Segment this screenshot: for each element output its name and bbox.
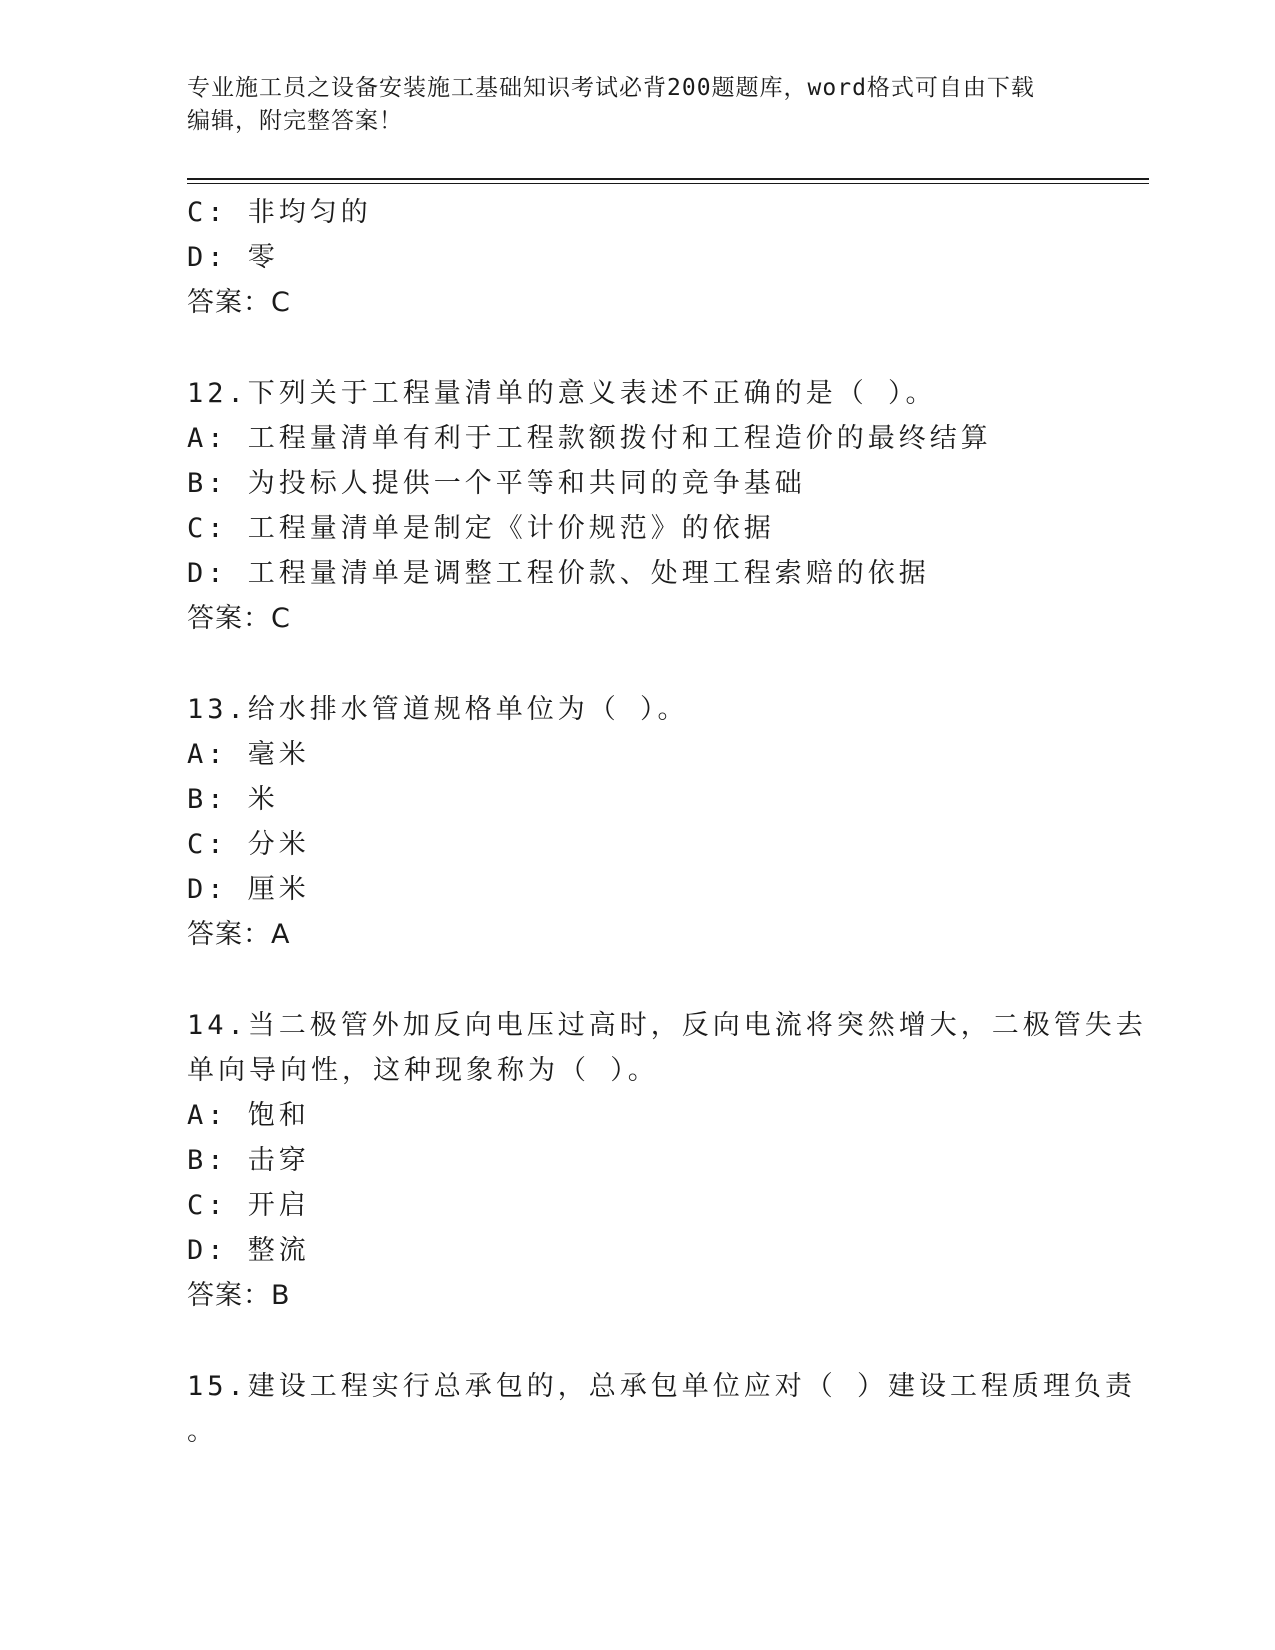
option-d: D: 工程量清单是调整工程价款、处理工程索赔的依据	[187, 558, 930, 589]
option-c: C: 工程量清单是制定《计价规范》的依据	[187, 513, 775, 544]
option-d: D: 零	[187, 242, 279, 273]
question-list	[187, 190, 1147, 1454]
question-text: 13.给水排水管道规格单位为（ ）。	[187, 694, 689, 725]
question-14	[187, 1003, 1147, 1318]
option-d: D: 厘米	[187, 874, 310, 905]
spacer	[187, 1318, 1087, 1364]
spacer	[187, 957, 1087, 1003]
answer: 答案：C	[187, 603, 291, 634]
header-divider-thick	[187, 178, 1149, 180]
option-b: B: 为投标人提供一个平等和共同的竞争基础	[187, 468, 806, 499]
option-c: C: 分米	[187, 829, 310, 860]
question-15	[187, 1364, 1137, 1454]
question-text-line-1: 14.当二极管外加反向电压过高时，反向电流将突然增大，二极管失去	[187, 1010, 1147, 1041]
option-a: A: 工程量清单有利于工程款额拨付和工程造价的最终结算	[187, 423, 992, 454]
header-title-line-1: 专业施工员之设备安装施工基础知识考试必背200题题库，word格式可自由下载	[187, 75, 1035, 101]
option-d: D: 整流	[187, 1235, 310, 1266]
question-12	[187, 371, 1087, 641]
option-c: C: 开启	[187, 1190, 310, 1221]
header-title-line-2: 编辑，附完整答案！	[187, 108, 403, 134]
question-text-line-2: 单向导向性，这种现象称为（ ）。	[187, 1055, 659, 1086]
question-13	[187, 687, 1087, 957]
question-text: 12.下列关于工程量清单的意义表述不正确的是（ ）。	[187, 378, 937, 409]
option-a: A: 毫米	[187, 739, 310, 770]
answer: 答案：B	[187, 1280, 291, 1311]
answer: 答案：C	[187, 287, 291, 318]
question-text-line-1: 15.建设工程实行总承包的，总承包单位应对（ ）建设工程质理负责	[187, 1371, 1137, 1402]
header-divider-thin	[187, 183, 1149, 184]
option-b: B: 击穿	[187, 1145, 310, 1176]
document-header	[187, 72, 1087, 138]
answer: 答案：A	[187, 919, 291, 950]
question-text-line-2: 。	[187, 1416, 218, 1447]
option-b: B: 米	[187, 784, 279, 815]
option-a: A: 饱和	[187, 1100, 310, 1131]
question-11	[187, 190, 1087, 325]
option-c: C: 非均匀的	[187, 197, 372, 228]
spacer	[187, 325, 1087, 371]
spacer	[187, 641, 1087, 687]
